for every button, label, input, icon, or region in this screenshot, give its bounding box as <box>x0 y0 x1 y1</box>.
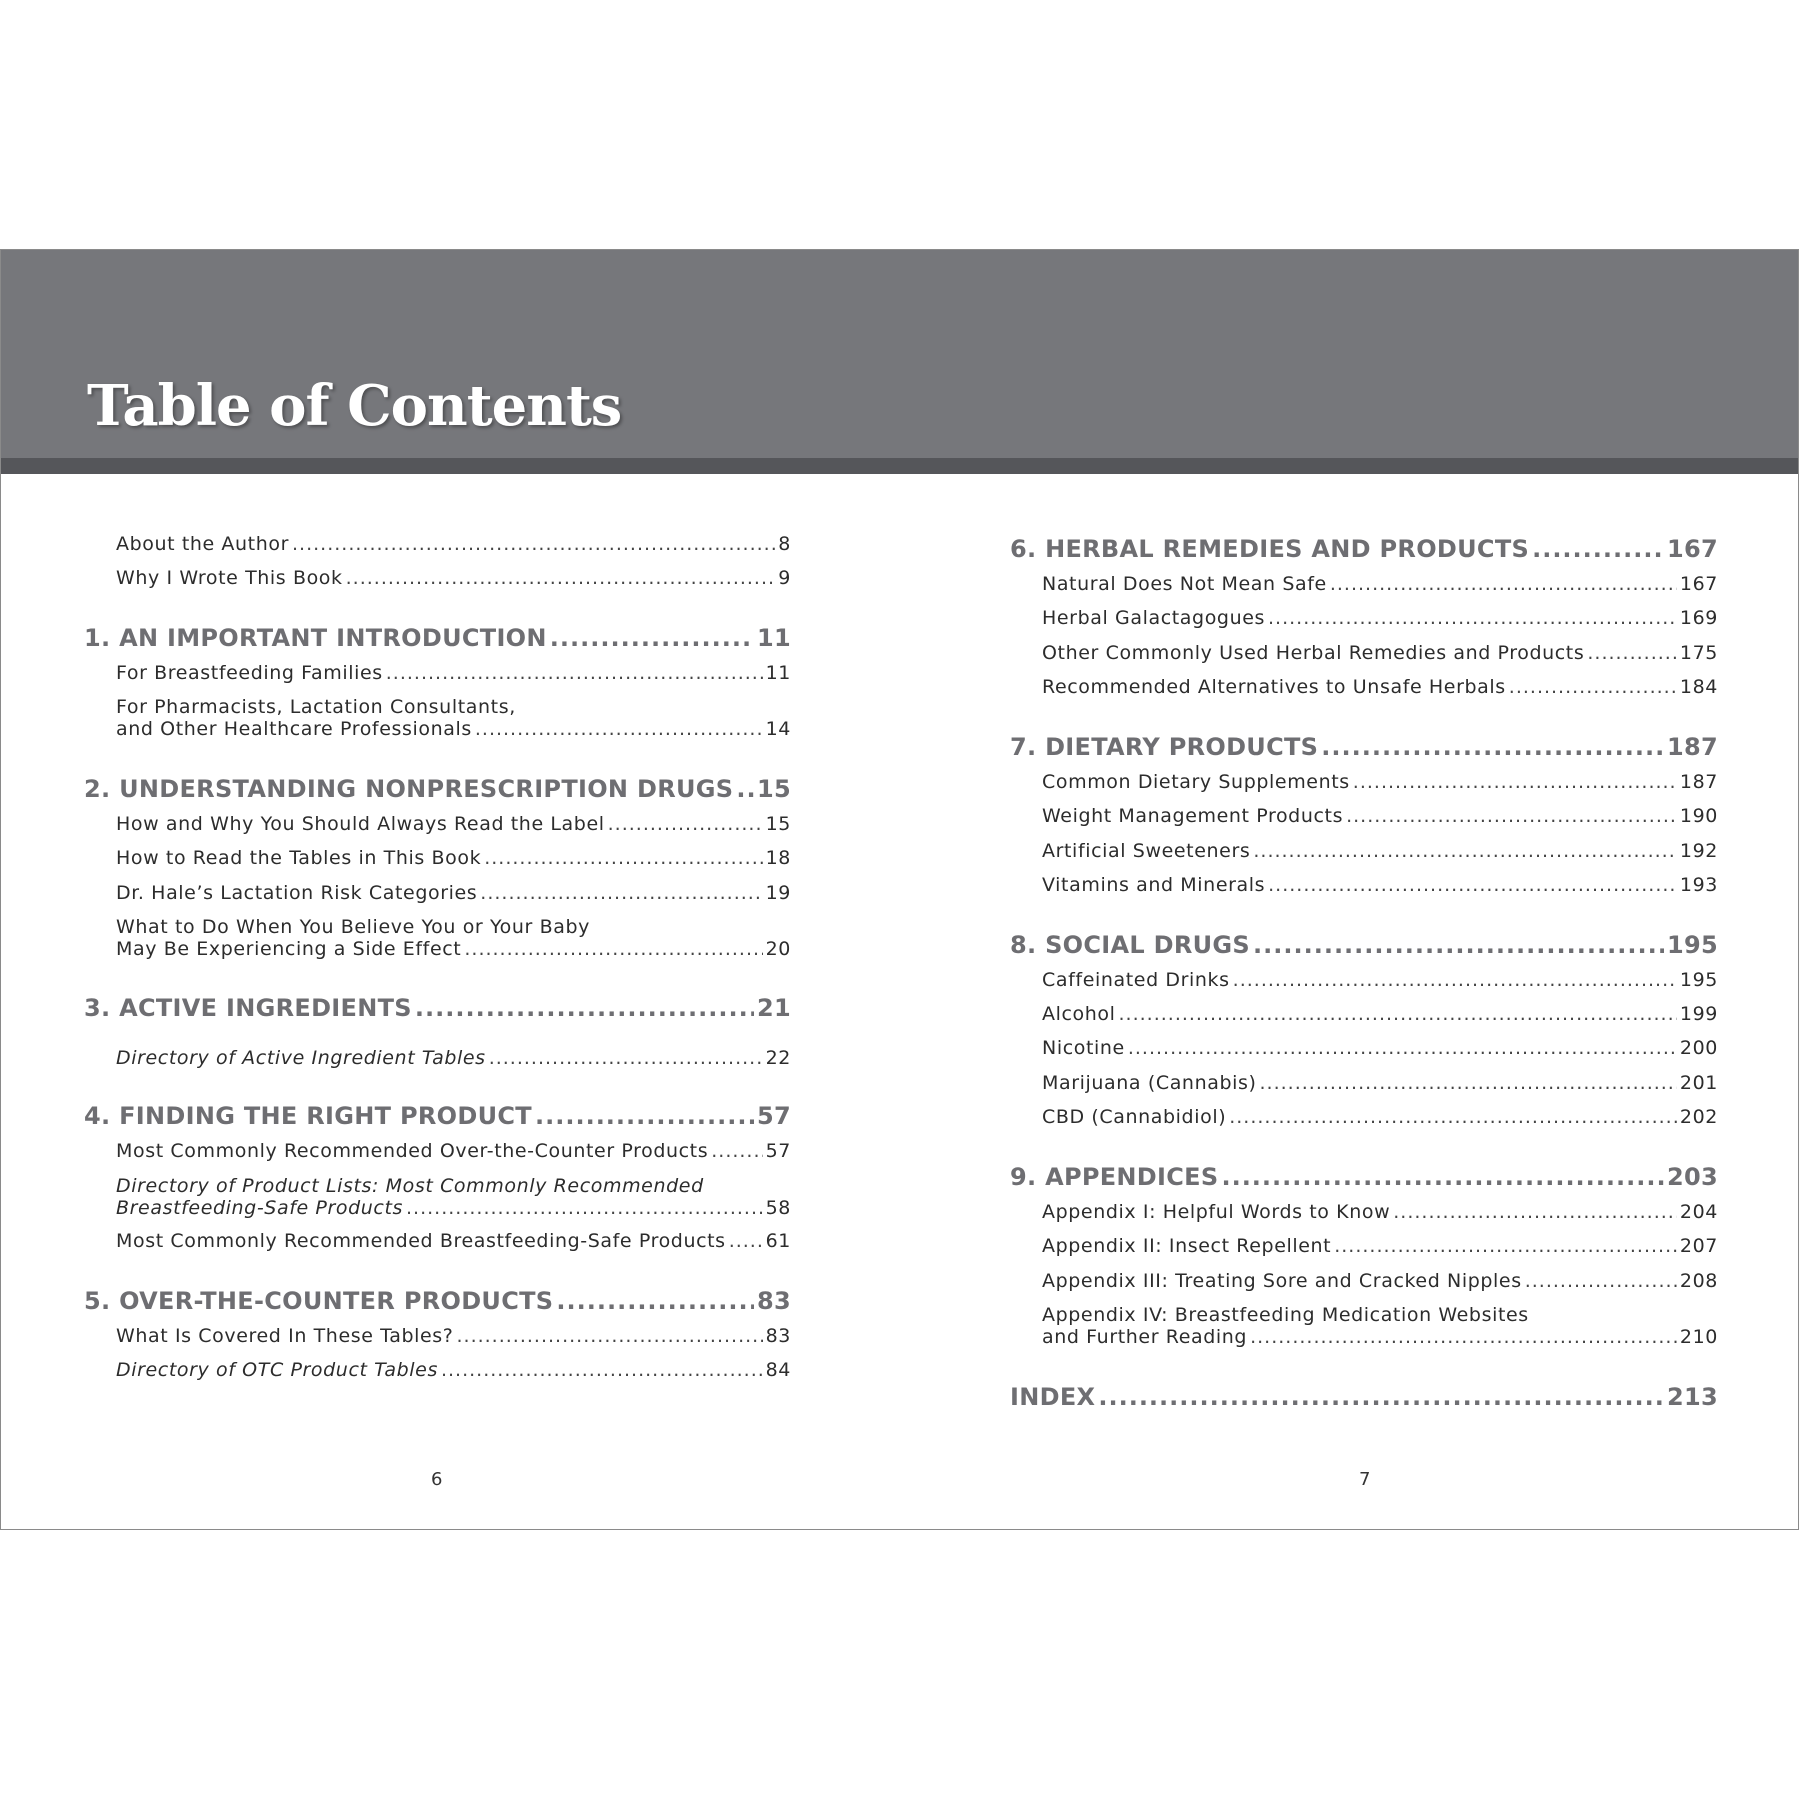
page-title: Table of Contents <box>87 373 622 439</box>
chapter-heading[interactable]: 2. UNDERSTANDING NONPRESCRIPTION DRUGS ..... 15 <box>84 775 791 803</box>
toc-entry[interactable]: Nicotine ..... 200 <box>1010 1037 1718 1059</box>
toc-entry-two-line[interactable]: What to Do When You Believe You or Your Baby May Be Experiencing a Side Effect ..... 20 <box>116 916 791 960</box>
header-band <box>1 250 1798 458</box>
toc-entry[interactable]: Caffeinated Drinks ..... 195 <box>1010 969 1718 991</box>
page-number-left: 6 <box>431 1469 443 1490</box>
toc-entry[interactable]: Dr. Hale’s Lactation Risk Categories ..... 19 <box>84 882 791 904</box>
toc-entry-two-line[interactable]: Appendix IV: Breastfeeding Medication Websites and Further Reading ..... 210 <box>1042 1304 1718 1348</box>
toc-entry[interactable]: How to Read the Tables in This Book ..... 18 <box>84 847 791 869</box>
toc-entry[interactable]: Herbal Galactagogues ..... 169 <box>1010 607 1718 629</box>
toc-entry[interactable]: How and Why You Should Always Read the Label ..... 15 <box>84 813 791 835</box>
toc-entry-two-line[interactable]: For Pharmacists, Lactation Consultants, and Other Healthcare Professionals ..... 14 <box>116 696 791 740</box>
book-spread <box>0 249 1799 1530</box>
toc-entry[interactable]: Marijuana (Cannabis) ..... 201 <box>1010 1072 1718 1094</box>
toc-entry[interactable]: Other Commonly Used Herbal Remedies and Products ..... 175 <box>1010 642 1718 664</box>
chapter-heading[interactable]: 9. APPENDICES ..... 203 <box>1010 1163 1718 1191</box>
toc-entry[interactable]: Appendix II: Insect Repellent ..... 207 <box>1010 1235 1718 1257</box>
toc-entry[interactable]: Vitamins and Minerals ..... 193 <box>1010 874 1718 896</box>
toc-entry[interactable]: Natural Does Not Mean Safe ..... 167 <box>1010 573 1718 595</box>
chapter-heading[interactable]: 1. AN IMPORTANT INTRODUCTION ..... 11 <box>84 624 791 652</box>
chapter-heading[interactable]: 8. SOCIAL DRUGS ..... 195 <box>1010 931 1718 959</box>
toc-entry[interactable]: Why I Wrote This Book ..... 9 <box>84 567 791 589</box>
toc-entry[interactable]: Weight Management Products ..... 190 <box>1010 805 1718 827</box>
toc-entry-two-line[interactable]: Directory of Product Lists: Most Commonly Recommended Breastfeeding-Safe Products ..... 58 <box>116 1175 791 1219</box>
toc-entry[interactable]: CBD (Cannabidiol) ..... 202 <box>1010 1106 1718 1128</box>
toc-entry[interactable]: Directory of OTC Product Tables ..... 84 <box>84 1359 791 1381</box>
toc-entry[interactable]: About the Author ..... 8 <box>84 533 791 555</box>
header-stripe <box>1 458 1798 474</box>
chapter-heading[interactable]: 3. ACTIVE INGREDIENTS ..... 21 <box>84 994 791 1022</box>
index-heading[interactable]: INDEX ..... 213 <box>1010 1383 1718 1411</box>
toc-entry[interactable]: Directory of Active Ingredient Tables ..... 22 <box>84 1047 791 1069</box>
toc-entry[interactable]: Appendix III: Treating Sore and Cracked Nipples ..... 208 <box>1010 1270 1718 1292</box>
toc-entry[interactable]: Alcohol ..... 199 <box>1010 1003 1718 1025</box>
chapter-heading[interactable]: 6. HERBAL REMEDIES AND PRODUCTS ..... 167 <box>1010 535 1718 563</box>
toc-entry[interactable]: What Is Covered In These Tables? ..... 83 <box>84 1325 791 1347</box>
toc-entry[interactable]: Artificial Sweeteners ..... 192 <box>1010 840 1718 862</box>
toc-entry[interactable]: For Breastfeeding Families ..... 11 <box>84 662 791 684</box>
toc-entry[interactable]: Common Dietary Supplements ..... 187 <box>1010 771 1718 793</box>
page-number-right: 7 <box>1359 1469 1371 1490</box>
toc-entry[interactable]: Most Commonly Recommended Over-the-Counter Products ..... 57 <box>84 1140 791 1162</box>
toc-entry[interactable]: Recommended Alternatives to Unsafe Herbals ..... 184 <box>1010 676 1718 698</box>
toc-entry[interactable]: Appendix I: Helpful Words to Know ..... 204 <box>1010 1201 1718 1223</box>
toc-entry[interactable]: Most Commonly Recommended Breastfeeding-Safe Products ..... 61 <box>84 1230 791 1252</box>
chapter-heading[interactable]: 7. DIETARY PRODUCTS ..... 187 <box>1010 733 1718 761</box>
chapter-heading[interactable]: 5. OVER-THE-COUNTER PRODUCTS ..... 83 <box>84 1287 791 1315</box>
chapter-heading[interactable]: 4. FINDING THE RIGHT PRODUCT ..... 57 <box>84 1102 791 1130</box>
